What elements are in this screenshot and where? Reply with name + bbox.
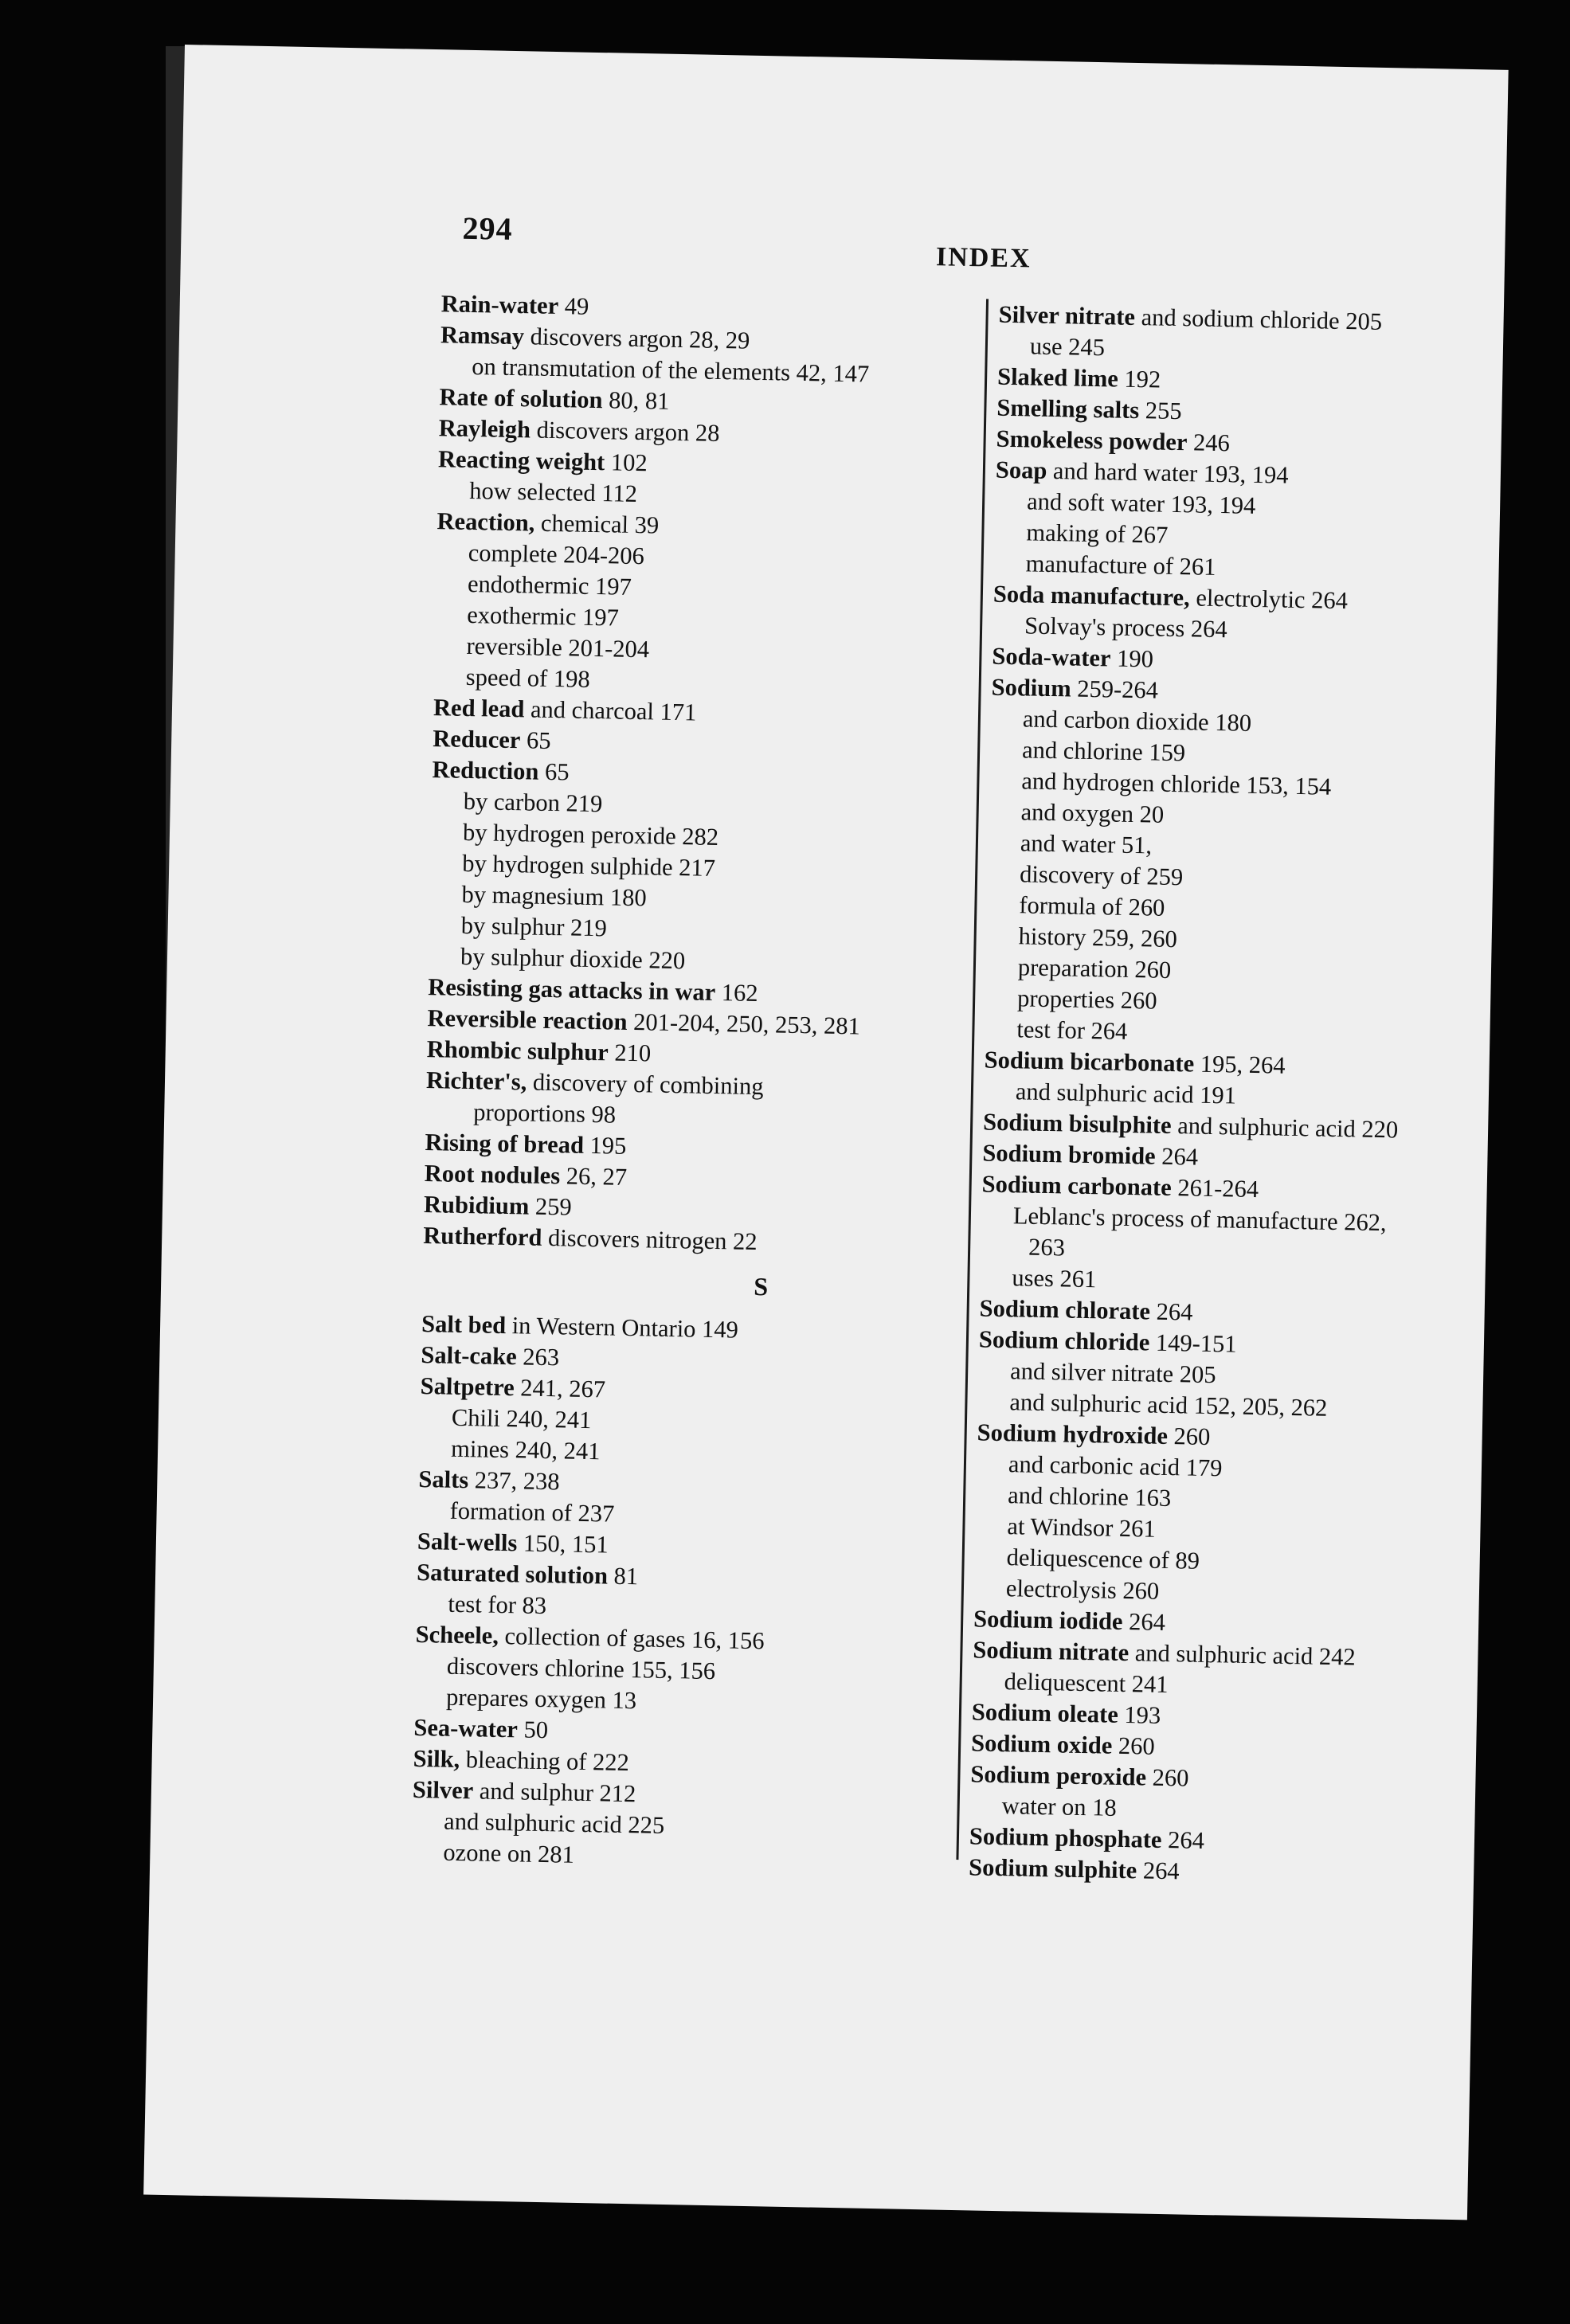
entry-text: proportions 98 [473, 1098, 617, 1129]
entry-text: 50 [517, 1716, 549, 1744]
entry-text: and charcoal 171 [524, 695, 697, 726]
entry-heading: Root nodules [424, 1160, 561, 1190]
entry-text: and sulphuric acid 191 [1015, 1078, 1237, 1109]
entry-heading: Silk, [413, 1744, 460, 1774]
entry-heading: Salt-cake [421, 1340, 518, 1371]
entry-heading: Saturated solution [416, 1558, 609, 1590]
entry-heading: Salt-wells [417, 1527, 518, 1557]
entry-heading: Sodium hydroxide [977, 1418, 1169, 1450]
entry-heading: Rubidium [423, 1191, 530, 1220]
entry-heading: Sodium phosphate [969, 1822, 1162, 1853]
entry-heading: Smokeless powder [996, 425, 1188, 456]
entry-text: water on 18 [1001, 1792, 1118, 1821]
entry-text: Leblanc's process of manufacture 262, [1012, 1202, 1387, 1237]
entry-text: bleaching of 222 [459, 1746, 630, 1777]
entry-text: 81 [607, 1562, 639, 1590]
entry-text: test for 264 [1016, 1015, 1128, 1045]
entry-text: Chili 240, 241 [451, 1403, 592, 1434]
entry-text: 150, 151 [517, 1529, 609, 1559]
entry-text: and chlorine 163 [1007, 1481, 1172, 1512]
entry-text: and sulphuric acid 225 [443, 1807, 665, 1839]
entry-text: and carbon dioxide 180 [1022, 705, 1252, 737]
entry-heading: Silver [412, 1775, 474, 1805]
entry-heading: Soda manufacture, [993, 580, 1191, 612]
entry-heading: Salt bed [421, 1310, 507, 1340]
entry-text: mines 240, 241 [450, 1434, 601, 1465]
entry-heading: Sodium bicarbonate [984, 1046, 1195, 1078]
entry-text: discovers chlorine 155, 156 [446, 1652, 716, 1685]
entry-text: and oxygen 20 [1020, 798, 1165, 828]
entry-text: use 245 [1029, 332, 1106, 362]
entry-text: 264 [1161, 1825, 1205, 1854]
entry-text: 237, 238 [468, 1466, 560, 1496]
entry-heading: Sodium bromide [982, 1139, 1156, 1170]
entry-text: 264 [1122, 1607, 1166, 1636]
entry-heading: Sodium oxide [970, 1729, 1113, 1759]
entry-heading: Reducer [433, 725, 521, 754]
entry-text: and hydrogen chloride 153, 154 [1021, 767, 1332, 800]
entry-text: 102 [604, 448, 648, 477]
section-letter: S [753, 1272, 769, 1301]
entry-text: ozone on 281 [443, 1838, 575, 1868]
entry-text: 190 [1110, 644, 1154, 673]
entry-text: chemical 39 [534, 509, 660, 539]
entry-text: 264 [1155, 1142, 1199, 1171]
entry-heading: Reacting weight [437, 445, 605, 476]
entry-text: speed of 198 [465, 663, 590, 693]
entry-text: 260 [1145, 1763, 1189, 1792]
entry-text: discovers argon 28, 29 [523, 323, 750, 354]
entry-heading: Richter's, [425, 1066, 527, 1096]
entry-text: discovers nitrogen 22 [542, 1223, 758, 1256]
entry-text: and sulphuric acid 220 [1171, 1112, 1399, 1144]
entry-text: 210 [608, 1039, 652, 1067]
running-head: INDEX [935, 242, 1032, 274]
entry-text: 201-204, 250, 253, 281 [627, 1007, 861, 1040]
entry-heading: Salts [418, 1465, 469, 1494]
entry-heading: Red lead [433, 694, 525, 723]
book-page [143, 45, 1509, 2220]
entry-heading: Sodium iodide [973, 1605, 1123, 1635]
entry-text: collection of gases 16, 156 [498, 1622, 765, 1655]
entry-text: and silver nitrate 205 [1009, 1357, 1216, 1389]
entry-text: exothermic 197 [466, 601, 620, 632]
entry-heading: Soap [995, 456, 1047, 484]
entry-heading: Sodium chloride [978, 1325, 1150, 1356]
entry-text: 241, 267 [514, 1374, 606, 1403]
entry-text: by magnesium 180 [461, 880, 647, 912]
entry-text: 26, 27 [559, 1162, 628, 1191]
page-number: 294 [462, 209, 514, 247]
entry-text: 264 [1149, 1297, 1193, 1326]
entry-text: 195 [583, 1131, 627, 1160]
entry-text: discovers argon 28 [530, 416, 720, 447]
entry-heading: Reversible reaction [427, 1004, 628, 1035]
entry-text: formation of 237 [449, 1497, 615, 1528]
index-column-left [411, 288, 991, 1878]
entry-text: and chlorine 159 [1021, 736, 1186, 767]
entry-text: 255 [1138, 397, 1182, 425]
entry-text: Solvay's process 264 [1024, 612, 1228, 644]
entry-text: 259 [528, 1192, 573, 1221]
entry-text: making of 267 [1026, 518, 1169, 549]
entry-heading: Rate of solution [439, 383, 603, 414]
entry-text: 261-264 [1171, 1174, 1259, 1203]
entry-heading: Ramsay [440, 321, 525, 350]
entry-heading: Sodium nitrate [973, 1636, 1130, 1667]
entry-text: 263 [516, 1343, 560, 1371]
entry-heading: Rain-water [440, 290, 559, 320]
entry-heading: Sodium [991, 673, 1072, 702]
entry-text: at Windsor 261 [1007, 1512, 1157, 1543]
entry-text: and soft water 193, 194 [1026, 487, 1256, 519]
entry-text: deliquescent 241 [1004, 1668, 1169, 1699]
entry-text: manufacture of 261 [1025, 550, 1216, 581]
entry-text: 259-264 [1071, 675, 1159, 704]
entry-text: preparation 260 [1017, 953, 1172, 984]
entry-text: 65 [538, 757, 570, 786]
entry-heading: Rhombic sulphur [426, 1035, 609, 1066]
entry-text: electrolytic 264 [1189, 584, 1349, 615]
entry-text: and sulphuric acid 242 [1128, 1639, 1357, 1671]
entry-text: 264 [1136, 1856, 1180, 1885]
entry-text: 162 [715, 979, 758, 1007]
entry-heading: Sodium carbonate [981, 1170, 1173, 1202]
entry-text: and carbonic acid 179 [1008, 1450, 1223, 1482]
entry-text: formula of 260 [1019, 891, 1165, 921]
entry-heading: Reduction [432, 756, 539, 785]
entry-text: history 259, 260 [1018, 922, 1178, 953]
entry-heading: Rayleigh [438, 414, 531, 444]
entry-heading: Sodium chlorate [979, 1294, 1151, 1325]
entry-text: and sulphuric acid 152, 205, 262 [1009, 1388, 1328, 1422]
entry-text: by hydrogen sulphide 217 [462, 849, 716, 882]
entry-text: prepares oxygen 13 [445, 1683, 637, 1715]
entry-text: by sulphur 219 [460, 911, 608, 942]
entry-text: by sulphur dioxide 220 [460, 942, 686, 975]
index-column-right [969, 299, 1541, 1894]
entry-text: test for 83 [448, 1590, 547, 1620]
entry-heading: Sea-water [413, 1713, 519, 1743]
entry-text: 195, 264 [1193, 1050, 1286, 1079]
entry-text: 246 [1187, 428, 1231, 457]
entry-text: 192 [1118, 365, 1161, 393]
entry-heading: Rising of bread [425, 1129, 585, 1159]
entry-heading: Sodium peroxide [970, 1760, 1147, 1791]
entry-text: 65 [520, 726, 551, 754]
entry-heading: Soda-water [992, 642, 1111, 672]
entry-heading: Sodium bisulphite [982, 1108, 1172, 1140]
entry-text: how selected 112 [468, 476, 638, 508]
entry-text: and sulphur 212 [472, 1777, 636, 1808]
entry-text: discovery of combining [526, 1068, 764, 1101]
entry-heading: Saltpetre [420, 1371, 515, 1402]
entry-text: 260 [1167, 1422, 1211, 1451]
entry-text: on transmutation of the elements 42, 147 [471, 352, 870, 388]
entry-text: 80, 81 [602, 386, 670, 415]
entry-text: discovery of 259 [1019, 860, 1184, 891]
entry-text: and water 51, [1020, 829, 1153, 859]
entry-heading: Sodium sulphite [968, 1853, 1137, 1884]
entry-text: by hydrogen peroxide 282 [462, 818, 719, 851]
entry-heading: Silver nitrate [998, 300, 1136, 331]
entry-text: and hard water 193, 194 [1047, 456, 1289, 489]
entry-text: 193 [1118, 1700, 1161, 1729]
entry-heading: Smelling salts [996, 393, 1140, 425]
entry-text: uses 261 [1012, 1264, 1097, 1293]
entry-heading: Sodium oleate [971, 1698, 1119, 1728]
entry-heading: Resisting gas attacks in war [428, 973, 716, 1007]
entry-text: reversible 201-204 [466, 632, 650, 663]
entry-text: 149-151 [1149, 1328, 1237, 1358]
entry-heading: Reaction, [437, 507, 535, 537]
entry-text: and sodium chloride 205 [1134, 303, 1383, 335]
entry-text: 49 [558, 292, 589, 320]
entry-text: endothermic 197 [467, 569, 632, 601]
entry-text: 263 [1028, 1233, 1066, 1262]
entry-text: by carbon 219 [463, 787, 603, 818]
entry-heading: Rutherford [423, 1222, 542, 1251]
entry-text: in Western Ontario 149 [505, 1312, 739, 1344]
entry-text: deliquescence of 89 [1006, 1543, 1200, 1575]
entry-text: complete 204-206 [468, 538, 645, 570]
entry-text: properties 260 [1016, 984, 1157, 1015]
entry-text: electrolysis 260 [1005, 1575, 1160, 1605]
entry-text: 260 [1112, 1731, 1156, 1760]
entry-heading: Slaked lime [996, 362, 1119, 393]
entry-heading: Scheele, [415, 1620, 499, 1649]
